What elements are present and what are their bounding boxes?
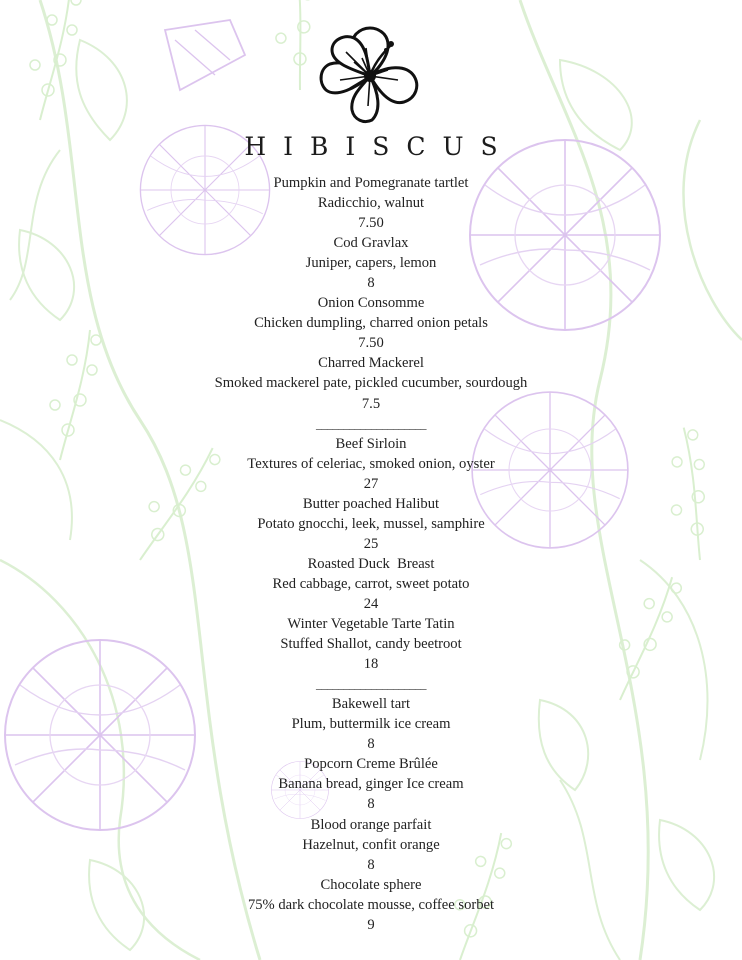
dish-name: Pumpkin and Pomegranate tartlet — [273, 175, 469, 191]
dish-price: 8 — [367, 275, 375, 292]
dish-price: 27 — [363, 475, 379, 492]
dish-price: 24 — [363, 595, 379, 612]
dish-description: Stuffed Shallot, candy beetroot — [280, 636, 462, 653]
dish-name: Roasted Duck Breast — [307, 555, 435, 572]
mains-section — [0, 434, 742, 675]
dish-name: Popcorn Creme Brûlée — [304, 756, 438, 773]
dish-price: 8 — [367, 856, 375, 873]
dish-description: Juniper, capers, lemon — [305, 255, 437, 272]
dish-description: Textures of celeriac, smoked onion, oyster — [247, 455, 495, 472]
dish-name: Chocolate sphere — [320, 876, 422, 893]
dish-name: Winter Vegetable Tarte Tatin — [287, 616, 455, 633]
dish-description: Hazelnut, confit orange — [302, 836, 440, 853]
dish-price: 9 — [367, 916, 375, 933]
dish-name: Butter poached Halibut — [302, 495, 440, 512]
dish-price: 8 — [367, 796, 375, 813]
dish-description: Smoked mackerel pate, pickled cucumber, sourdough — [214, 375, 528, 392]
dish-description: Plum, buttermilk ice cream — [291, 716, 451, 733]
dish-name: Onion Consomme — [317, 295, 425, 312]
dish-price: 25 — [363, 535, 379, 552]
dish-name: Blood orange parfait — [310, 816, 432, 833]
section-divider: ____________________ — [316, 677, 426, 692]
dish-description: Potato gnocchi, leek, mussel, samphire — [257, 515, 485, 532]
dish-description: Red cabbage, carrot, sweet potato — [272, 575, 470, 592]
dish-price: 8 — [367, 736, 375, 753]
dish-price: 7.50 — [358, 335, 384, 352]
dish-price: 7.50 — [358, 215, 384, 232]
menu-list — [0, 173, 742, 935]
dish-description: Chicken dumpling, charred onion petals — [254, 315, 488, 332]
restaurant-title: HIBISCUS — [244, 132, 515, 161]
dish-description: Banana bread, ginger Ice cream — [278, 776, 464, 793]
dish-name: Beef Sirloin — [335, 435, 407, 452]
section-divider: ____________________ — [316, 416, 426, 431]
dish-name: Bakewell tart — [331, 696, 411, 713]
dish-name: Charred Mackerel — [318, 355, 424, 372]
dish-price: 18 — [363, 656, 379, 673]
dish-name: Cod Gravlax — [333, 235, 409, 252]
dish-description: Radicchio, walnut — [317, 195, 425, 212]
hibiscus-flower-icon — [316, 24, 424, 124]
starters-section — [0, 173, 742, 414]
desserts-section — [0, 694, 742, 935]
dish-price: 7.5 — [361, 395, 381, 412]
dish-description: 75% dark chocolate mousse, coffee sorbet — [247, 896, 495, 913]
